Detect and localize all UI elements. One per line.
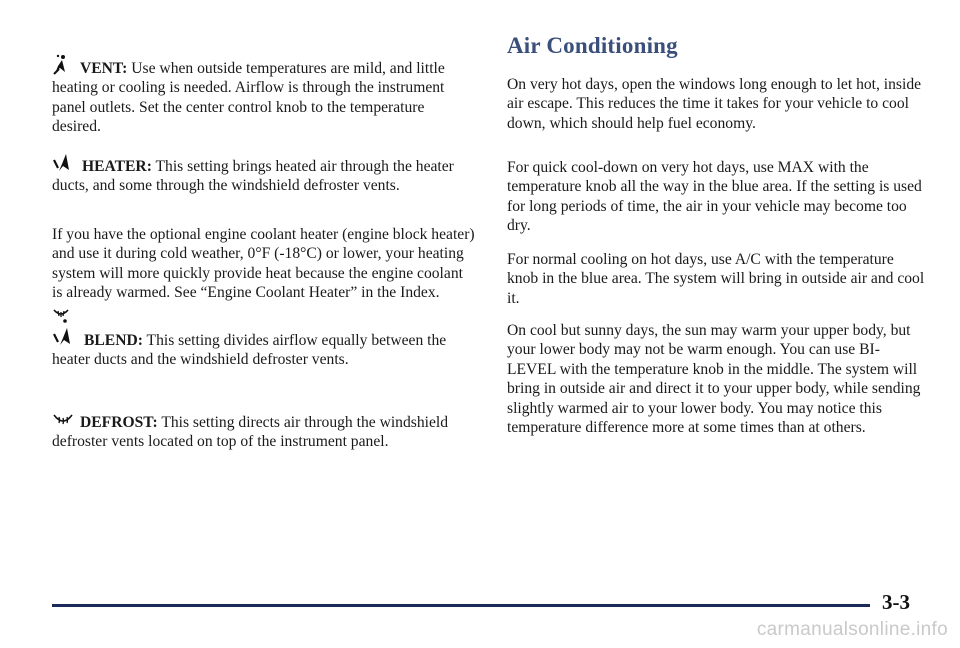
vent-label: VENT: [80,60,128,77]
page-number: 3-3 [882,590,910,614]
vent-paragraph [52,54,477,137]
defrost-text: This setting directs air through the windshield defroster vents located on top of the instrument panel. [52,414,449,451]
ac-paragraph-2: For quick cool-down on very hot days, use MAX with the temperature knob all the way in the blue area. If the setting is used for long periods of time, the air in your vehicle may become too dry. [507,159,922,235]
heater-paragraph [52,152,477,196]
coolant-heater-paragraph: If you have the optional engine coolant heater (engine block heater) and use it during cold weather, 0°F (-18°C) or lower, your heating system will more quickly provide heat because the engine coolant is already warmed. See “Engine Coolant Heater” in the Index. [52,226,475,302]
ac-paragraph-3: For normal cooling on hot days, use A/C with the temperature knob in the blue area. The system will bring in outside air and cool it. [507,251,925,307]
heater-airflow-icon [52,152,76,174]
vent-airflow-icon [52,54,74,76]
vent-text: Use when outside temperatures are mild, and little heating or cooling is needed. Airflow is through the instrument panel outlets. Set the center control knob to the temperature desired. [52,60,445,136]
blend-text: This setting divides airflow equally between the heater ducts and the windshield defroster vents. [52,332,447,369]
defrost-paragraph [52,412,477,452]
ac-paragraph-1: On very hot days, open the windows long enough to let hot, inside air escape. This reduces the time it takes for your vehicle to cool down, which should help fuel economy. [507,76,922,132]
defrost-label: DEFROST: [80,414,158,431]
watermark: carmanualsonline.info [756,619,948,640]
ac-paragraph-4: On cool but sunny days, the sun may warm your upper body, but your lower body may not be warm enough. You can use BI-LEVEL with the temperature knob in the middle. The system will bring in outside air and direct it to your upper body, while sending slightly warmed air to your lower body. You may notice this temperature difference more at some times than at others. [507,322,921,437]
heater-text: This setting brings heated air through the heater ducts, and some through the windshield defroster vents. [52,158,454,195]
footer-rule [52,604,870,607]
section-heading: Air Conditioning [507,33,678,58]
heater-label: HEATER: [82,158,152,175]
defrost-icon [52,412,74,430]
blend-label: BLEND: [84,332,143,349]
blend-airflow-icon [52,326,78,348]
blend-paragraph [52,326,477,370]
blend-defrost-mini-icon [52,308,70,324]
